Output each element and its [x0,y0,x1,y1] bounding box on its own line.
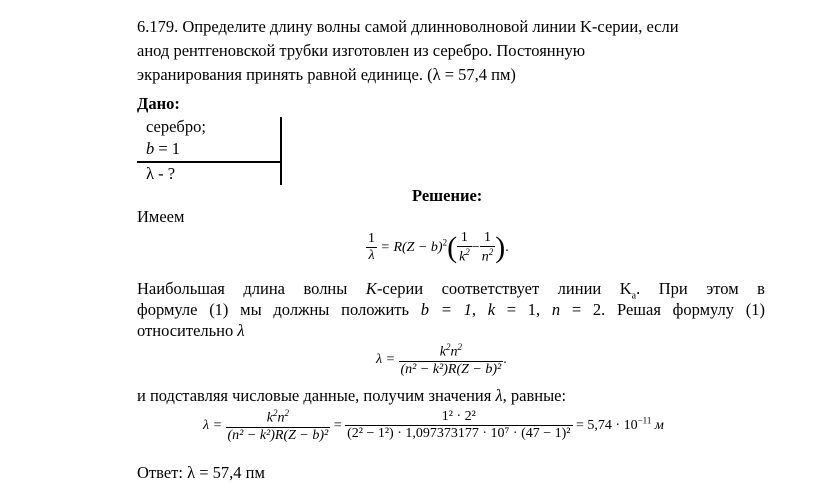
eq3-fraction-numeric: $\frac{\text{1² · 2²}}{\text{(2² − 1²) · 1,097373177 · 10⁷ · (47 − 1)²}}$ [347,409,571,442]
solution-paragraph-1-line-1: Наибольшая длина волны K-серии соответствует линии $K_a$. При этом в [137,279,765,302]
eq2-fraction: $\frac{k^2n^2}{\text{(n² − k²)R(Z − b)²}}$ [400,342,502,377]
problem-statement [137,15,787,87]
solution-paragraph-1-line-2: формуле (1) мы должны положить b = 1, k = 1, n = 2. Решая формулу (1) [137,300,766,319]
given-var-b: b [146,139,155,158]
given-item-screening [146,139,180,159]
given-separator-horizontal [137,161,281,163]
solution-paragraph-1-line-3: относительно λ [137,321,245,340]
eq3-result: = 5,74 · 10 [576,418,638,434]
solution-paragraph-2: и подставляя числовые данные, получим значения λ, равные: [137,386,567,405]
eq1-inner-fraction-2: $\frac{1}{n^2}$ [481,230,494,265]
answer-line: Ответ: λ = 57,4 пм [137,463,265,482]
solution-title: Решение: [412,186,483,205]
equation-1: $\frac{1}{\lambda}$ = $R(Z - b)^2$( $\frac{1}{k^2}$ − $\frac{1}{n^2}$ ). [368,230,509,265]
eq1-inner-fraction-1: $\frac{1}{k^2}$ [459,230,470,265]
given-find: λ - ? [146,164,176,183]
given-title: Дано: [137,94,180,113]
given-value-b: = 1 [154,139,181,158]
given-item-material: серебро; [146,117,206,136]
given-separator-vertical [280,117,282,185]
eq1-lhs-fraction: $\frac{1}{\lambda}$ [368,231,375,264]
solution-intro: Имеем [137,207,185,226]
problem-line-3: экранирования принять равной единице. (λ = 57,4 пм) [137,65,516,84]
eq3-fraction-symbolic: $\frac{k^2n^2}{\text{(n² − k²)R(Z − b)²}}$ [227,408,329,443]
eq1-rhs: = R(Z − b) [380,240,443,256]
equation-2: λ = $\frac{k^2n^2}{\text{(n² − k²)R(Z − b)²}}$ . [376,342,507,377]
problem-line-2: анод рентгеновской трубки изготовлен из серебро. Постоянную [137,41,586,60]
equation-3: λ = $\frac{k^2n^2}{\text{(n² − k²)R(Z − b)²}}$ = $\frac{\text{1² · 2²}}{\text{(2² − 1²) · 1,097373177 · 10⁷ · (47 − 1)²}}$ = $5,74 \cdot 10^{-11}$ м [203,408,664,443]
problem-line-1: 6.179. Определите длину волны самой длинноволновой линии K-серии, если [137,17,679,36]
